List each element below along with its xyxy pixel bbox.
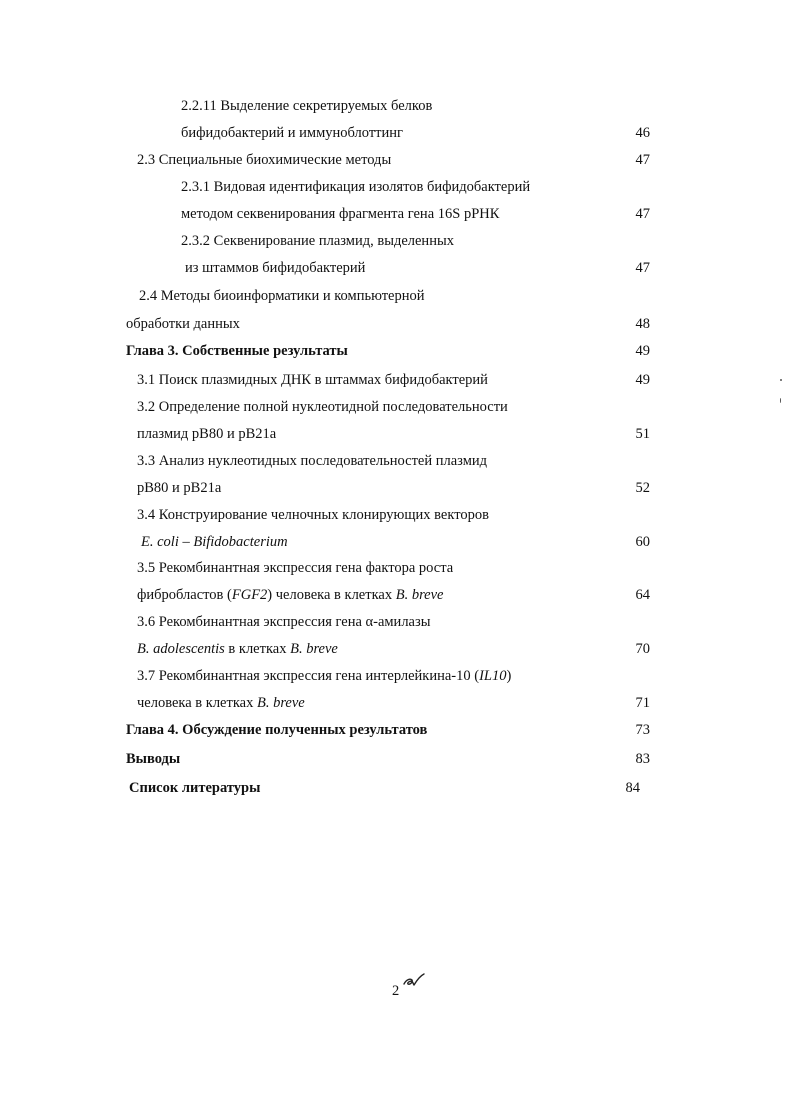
toc-entry-3-6-text-b: в клетках — [224, 641, 291, 657]
toc-page-2-3-1: 47 — [635, 206, 650, 222]
toc-page-3-5: 64 — [635, 587, 650, 603]
toc-entry-3-3-line1: 3.3 Анализ нуклеотидных последовательностей плазмид — [137, 453, 488, 469]
toc-entry-3-5-gene: FGF2 — [231, 587, 268, 603]
toc-entry-2-3-1-line1: 2.3.1 Видовая идентификация изолятов бифидобактерий — [181, 179, 531, 195]
toc-entry-2-3: 2.3 Специальные биохимические методы — [137, 152, 392, 168]
toc-page-3-7: 71 — [635, 695, 650, 711]
toc-entry-3-7-line2 — [137, 694, 305, 712]
toc-page-2-2-11: 46 — [635, 125, 650, 141]
page-number: 2 — [392, 983, 400, 999]
toc-entry-3-7-text-c: ) — [506, 668, 512, 684]
toc-entry-3-3-line2: рВ80 и рВ21а — [137, 480, 222, 496]
toc-chapter-3: Глава 3. Собственные результаты — [126, 343, 348, 359]
toc-page-2-4: 48 — [635, 316, 650, 332]
toc-entry-3-6-species-c: B. breve — [290, 641, 338, 657]
scan-speck — [780, 379, 782, 381]
toc-entry-3-5-line2 — [137, 586, 444, 604]
toc-entry-3-6-species-a: B. adolescentis — [137, 641, 225, 657]
toc-entry-3-1: 3.1 Поиск плазмидных ДНК в штаммах бифидобактерий — [137, 372, 488, 388]
toc-page-3-6: 70 — [635, 641, 650, 657]
toc-entry-3-5-text-a: фибробластов ( — [137, 587, 232, 603]
toc-entry-3-5-line1: 3.5 Рекомбинантная экспрессия гена фактора роста — [137, 560, 454, 576]
toc-page-3-2: 51 — [635, 426, 650, 442]
toc-entry-2-2-11-line1: 2.2.11 Выделение секретируемых белков — [181, 98, 433, 114]
toc-entry-2-4-line2: обработки данных — [126, 316, 240, 332]
toc-page-chapter-4: 73 — [635, 722, 650, 738]
toc-entry-3-5-text-c: ) человека в клетках — [267, 587, 396, 603]
toc-entry-2-3-1-line2: методом секвенирования фрагмента гена 16S рРНК — [181, 206, 500, 222]
toc-entry-3-2-line2: плазмид рВ80 и рВ21а — [137, 426, 277, 442]
toc-page-chapter-3: 49 — [635, 343, 650, 359]
toc-page-references: 84 — [625, 780, 640, 796]
toc-entry-3-6-line2 — [137, 640, 338, 658]
toc-page-3-4: 60 — [635, 534, 650, 550]
toc-page-2-3-2: 47 — [635, 260, 650, 276]
toc-entry-2-3-2-line1: 2.3.2 Секвенирование плазмид, выделенных — [181, 233, 454, 249]
toc-references: Список литературы — [129, 780, 261, 796]
toc-entry-2-3-2-line2: из штаммов бифидобактерий — [185, 260, 366, 276]
toc-conclusions: Выводы — [126, 751, 181, 767]
toc-entry-3-4-line2: E. coli – Bifidobacterium — [141, 534, 288, 550]
toc-page-3-3: 52 — [635, 480, 650, 496]
toc-entry-2-2-11-line2: бифидобактерий и иммуноблоттинг — [181, 125, 403, 141]
toc-entry-3-7-text-a: 3.7 Рекомбинантная экспрессия гена интерлейкина-10 ( — [137, 668, 480, 684]
toc-entry-3-4-line1: 3.4 Конструирование челночных клонирующих векторов — [137, 507, 489, 523]
toc-entry-3-7-text-d: человека в клетках — [137, 695, 257, 711]
toc-page-conclusions: 83 — [635, 751, 650, 767]
toc-entry-3-7-gene: IL10 — [479, 668, 507, 684]
toc-chapter-4: Глава 4. Обсуждение полученных результатов — [126, 722, 428, 738]
handwritten-mark-icon — [402, 972, 426, 990]
scan-speck — [780, 398, 781, 403]
toc-entry-3-7-species: B. breve — [256, 695, 305, 711]
toc-entry-2-4-line1: 2.4 Методы биоинформатики и компьютерной — [139, 288, 425, 304]
toc-entry-3-2-line1: 3.2 Определение полной нуклеотидной последовательности — [137, 399, 508, 415]
toc-page-3-1: 49 — [635, 372, 650, 388]
toc-entry-3-5-species: B. breve — [395, 587, 444, 603]
toc-entry-3-6-line1: 3.6 Рекомбинантная экспрессия гена α-амилазы — [137, 614, 431, 630]
toc-entry-3-7-line1 — [137, 667, 511, 685]
toc-page-2-3: 47 — [635, 152, 650, 168]
